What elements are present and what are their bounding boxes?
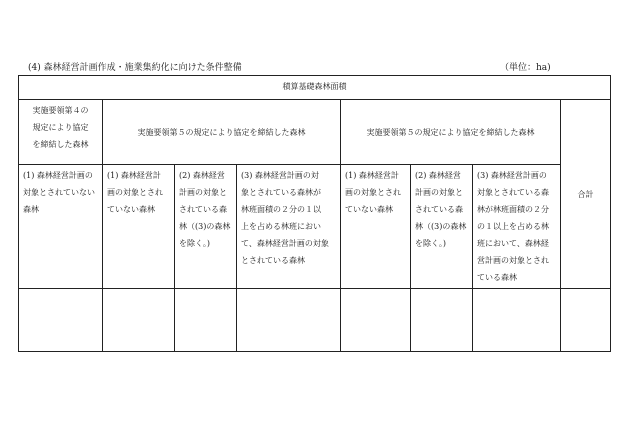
value-cell[interactable] [411, 289, 473, 352]
category-cell: (1) 森林経営計 画の対象とされ ていない森林 [341, 165, 411, 289]
total-header: 合計 [561, 100, 611, 289]
category-cell: (1) 森林経営計 画の対象とされ ていない森林 [103, 165, 175, 289]
value-cell-total[interactable] [561, 289, 611, 352]
group-header-art5-b: 実施要領第５の規定により協定を締結した森林 [341, 100, 561, 165]
value-cell[interactable] [473, 289, 561, 352]
category-cell: (3) 森林経営計画の対 象とされている森林が 林班面積の２分の１以 上を占める林班におい て、森林経営計画の対象 とされている森林 [237, 165, 341, 289]
value-cell[interactable] [237, 289, 341, 352]
group-header-art5-a: 実施要領第５の規定により協定を締結した森林 [103, 100, 341, 165]
value-cell[interactable] [19, 289, 103, 352]
group-header-art4: 実施要領第４の 規定により協定 を締結した森林 [19, 100, 103, 165]
category-cell: (2) 森林経営 計画の対象と されている森 林（(3)の森林 を除く。) [175, 165, 237, 289]
category-cell: (3) 森林経営計画の 対象とされている森 林が林班面積の２分 の１以上を占める林 班において、森林経 営計画の対象とされ ている森林 [473, 165, 561, 289]
section-heading: (4) 森林経営計画作成・施業集約化に向けた条件整備 [28, 63, 242, 73]
unit-label: （単位：ha) [500, 63, 551, 73]
value-cell[interactable] [341, 289, 411, 352]
category-cell: (2) 森林経営 計画の対象と されている森 林（(3)の森林 を除く。) [411, 165, 473, 289]
category-cell: (1) 森林経営計画の 対象とされていない 森林 [19, 165, 103, 289]
value-cell[interactable] [175, 289, 237, 352]
forest-area-table [18, 75, 611, 352]
value-cell[interactable] [103, 289, 175, 352]
table-top-header: 積算基礎森林面積 [19, 76, 611, 100]
